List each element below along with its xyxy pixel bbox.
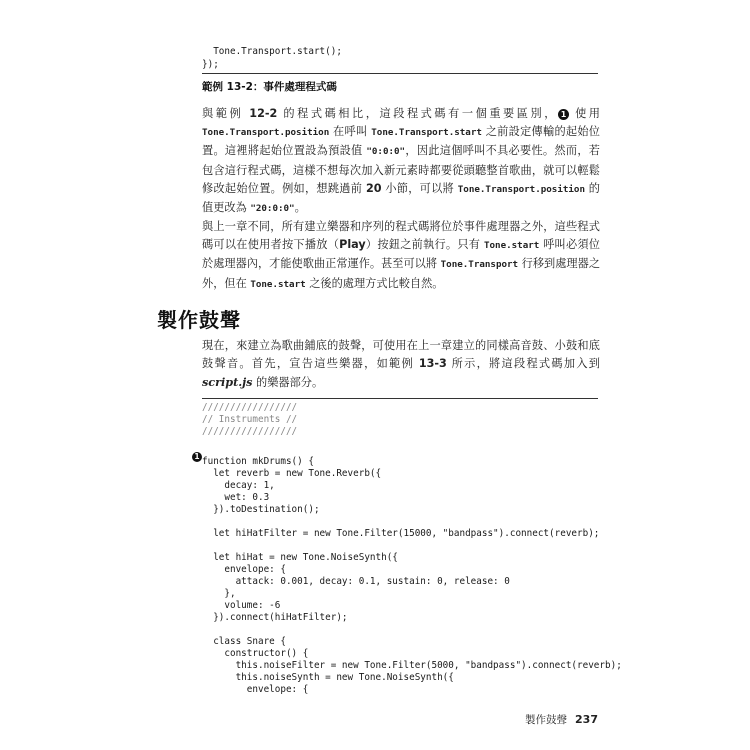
- code-line: });: [202, 59, 219, 70]
- footer-section-title: 製作鼓聲: [525, 714, 568, 726]
- example-caption: 範例 13-2：事件處理程式碼: [202, 81, 337, 93]
- code-line: class Snare {: [202, 636, 286, 647]
- code-line: volume: -6: [202, 600, 281, 611]
- page-footer: [525, 712, 598, 727]
- code-line: decay: 1,: [202, 480, 275, 491]
- callout-number-icon: 1: [558, 109, 569, 120]
- code-line: }).toDestination();: [202, 504, 320, 515]
- code-line: constructor() {: [202, 648, 309, 659]
- code-line: envelope: {: [202, 684, 309, 695]
- code-line: this.noiseSynth = new Tone.NoiseSynth({: [202, 672, 454, 683]
- paragraph-2: 與上一章不同，所有建立樂器和序列的程式碼將位於事件處理器之外，這些程式碼可以在使用者按下播放（Play）按鈕之前執行。只有 Tone.start 呼叫必須位於處理器內，才能使歌曲正常運作。甚至可以將 Tone.Transport 行移到處理器之外，但在 Tone.start 之後的處理方式比較自然。: [202, 220, 601, 290]
- code-line: attack: 0.001, decay: 0.1, sustain: 0, release: 0: [202, 576, 510, 587]
- code-line: let hiHatFilter = new Tone.Filter(15000, "bandpass").connect(reverb);: [202, 528, 600, 539]
- code-line: function mkDrums() {: [202, 456, 314, 467]
- code-line: this.noiseFilter = new Tone.Filter(5000, "bandpass").connect(reverb);: [202, 660, 622, 671]
- paragraph-3: 現在，來建立為歌曲鋪底的鼓聲，可使用在上一章建立的同樣高音鼓、小鼓和底鼓聲音。首先，宣告這些樂器，如範例 13-3 所示，將這段程式碼加入到 script.js 的樂器部分。: [202, 339, 600, 390]
- paragraph-1: 與範例 12-2 的程式碼相比，這段程式碼有一個重要區別， 1 使用 Tone.Transport.position 在呼叫 Tone.Transport.start 之前設定傳輸的起始位置。這裡將起始位置設為預設值 "0:0:0"，因此這個呼叫不具必要性。然而，若包含這行程式碼，這樣不想每次加入新元素時都要從頭聽整首歌曲，就可以輕鬆修改起始位置。例如，想跳過前 20 小節，可以將 Tone.Transport.position 的值更改為 "20:0:0"。: [202, 107, 600, 215]
- code-line: let reverb = new Tone.Reverb({: [202, 468, 382, 479]
- code-line: envelope: {: [202, 564, 286, 575]
- code-callout-number-icon: 1: [192, 452, 202, 462]
- section-heading: 製作鼓聲: [157, 308, 241, 332]
- code-line: /////////////////: [202, 426, 298, 437]
- code-line: // Instruments //: [202, 414, 298, 425]
- code-line: let hiHat = new Tone.NoiseSynth({: [202, 552, 398, 563]
- caption-rule: [202, 73, 598, 74]
- code-line: }).connect(hiHatFilter);: [202, 612, 348, 623]
- code-rule: [202, 398, 598, 399]
- code-line: },: [202, 588, 236, 599]
- page-number: 237: [575, 713, 598, 726]
- code-line: /////////////////: [202, 402, 298, 413]
- code-line: Tone.Transport.start();: [202, 46, 342, 57]
- code-line: wet: 0.3: [202, 492, 270, 503]
